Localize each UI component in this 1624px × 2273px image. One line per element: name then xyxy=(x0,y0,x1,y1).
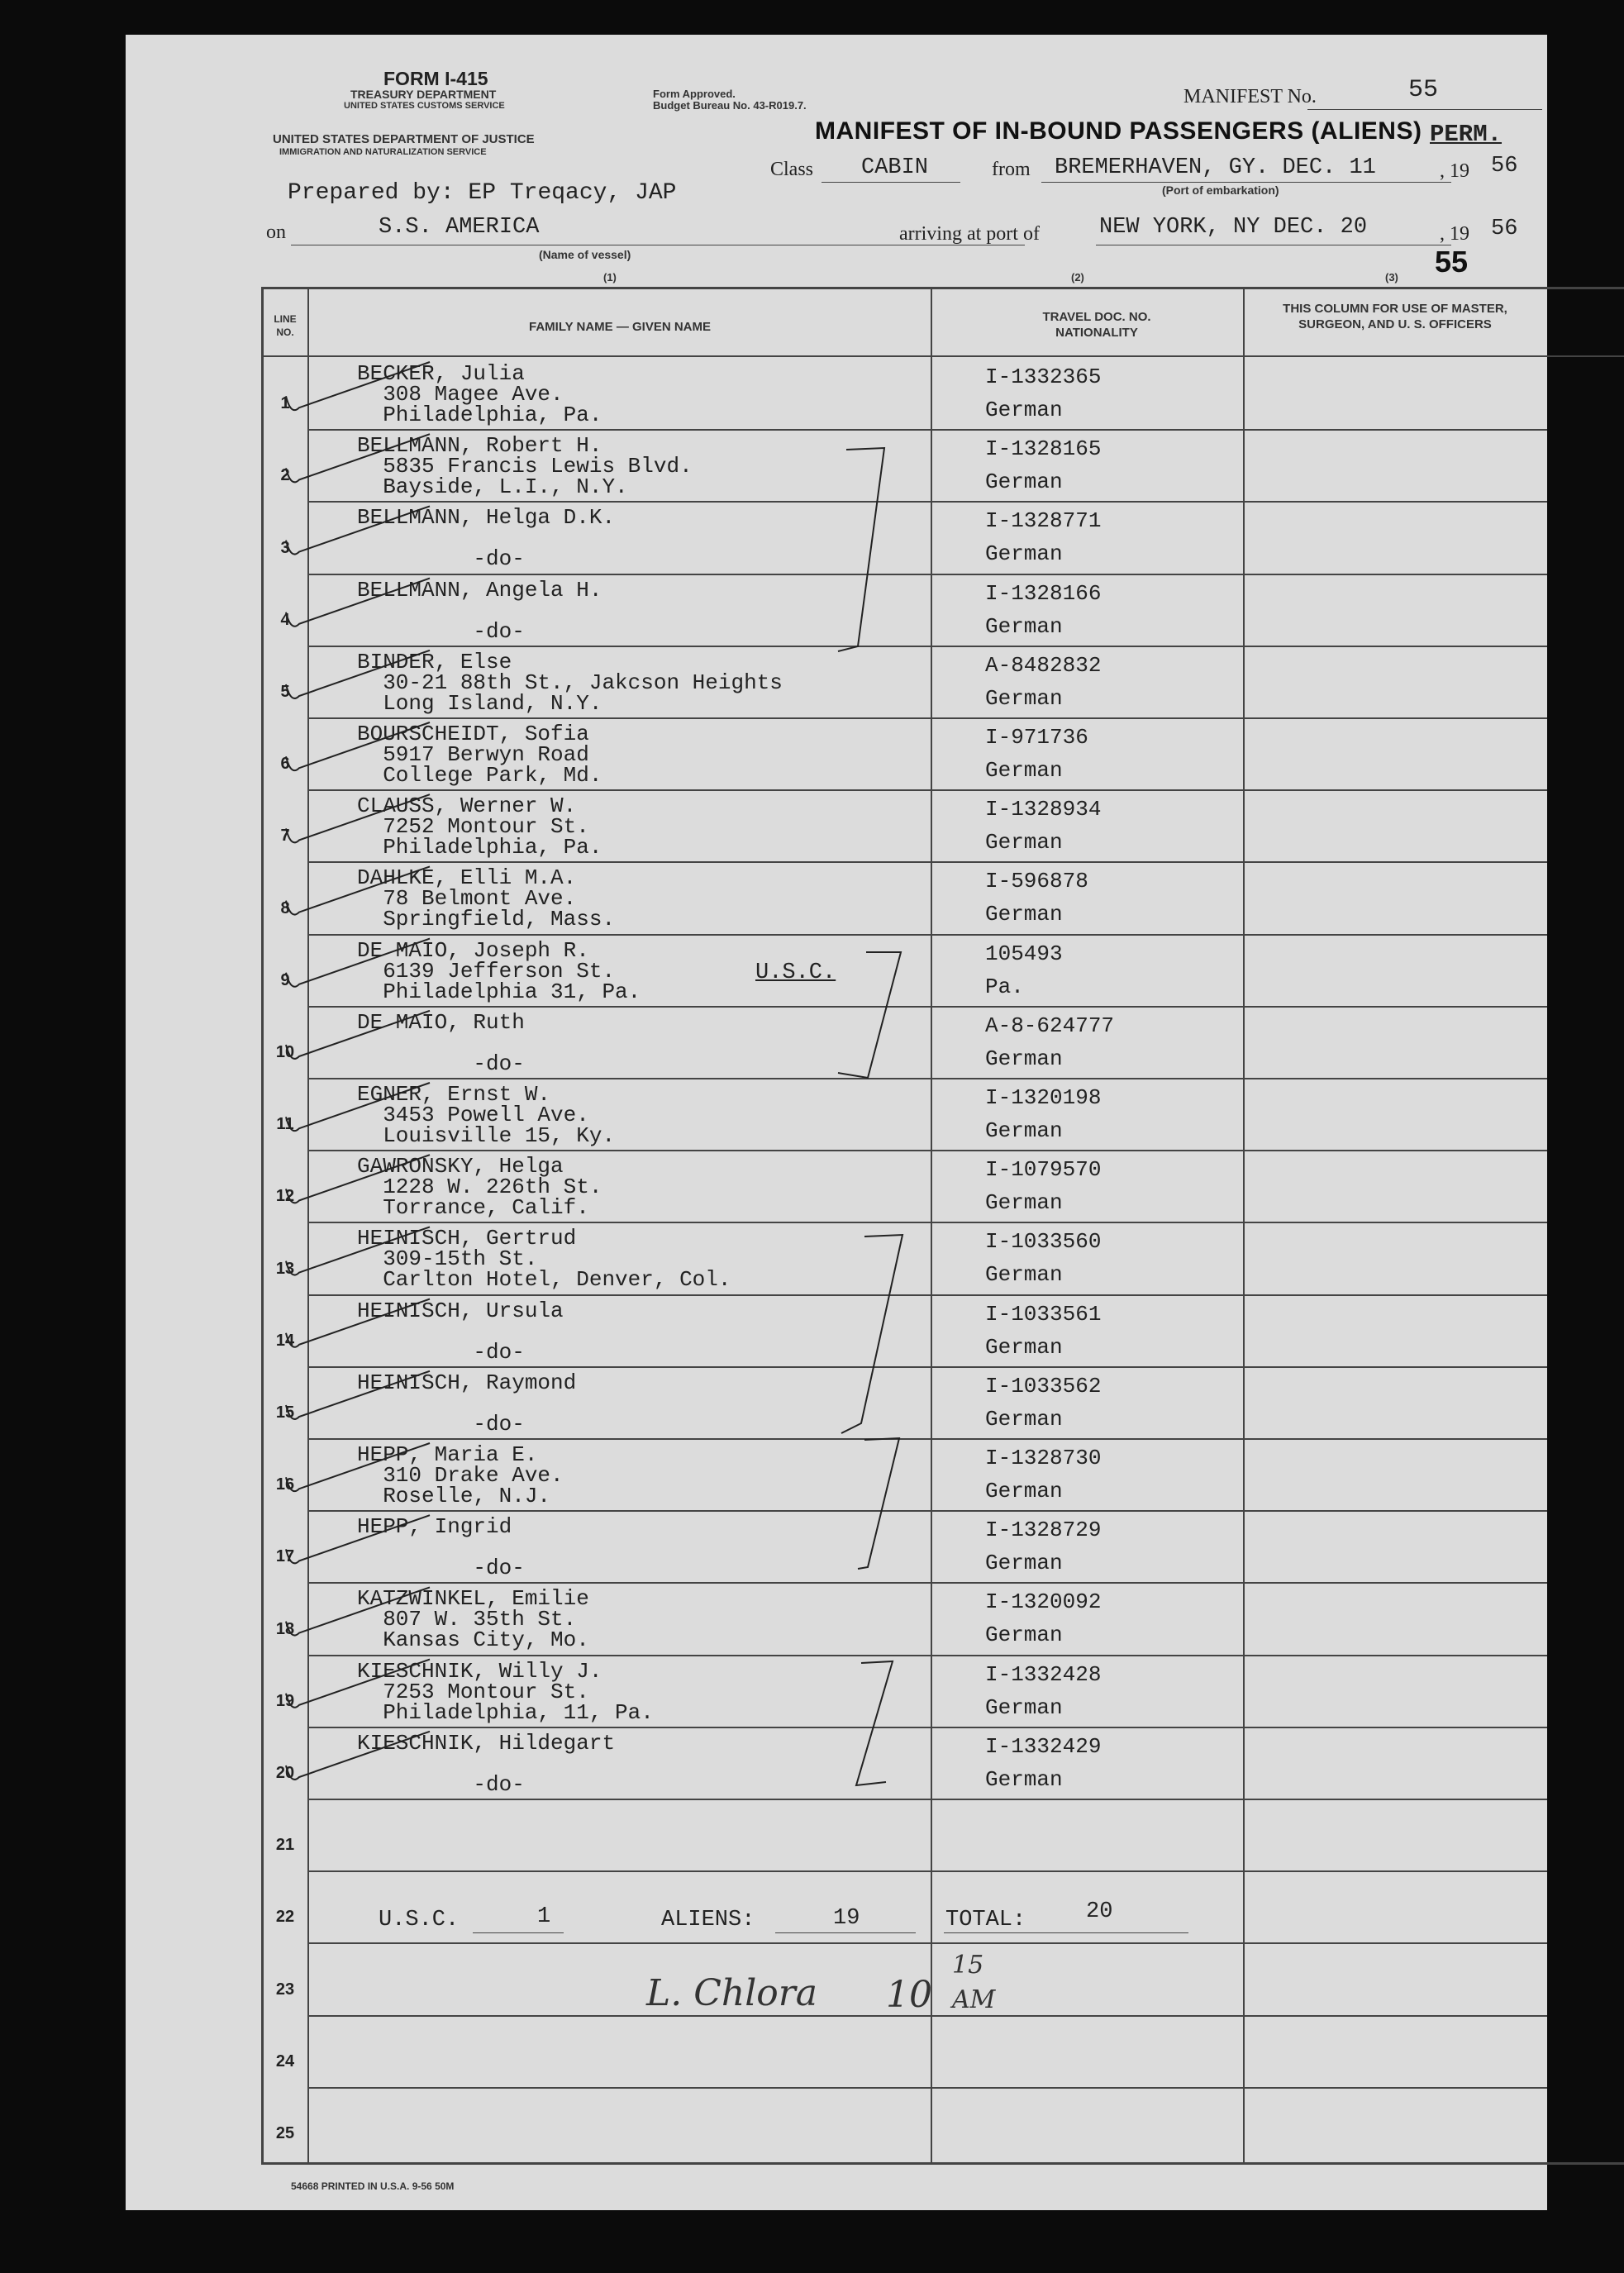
check-mark xyxy=(286,1227,430,1275)
signature-time-min: 15 xyxy=(952,1951,984,1980)
check-mark xyxy=(286,362,430,410)
check-mark xyxy=(286,1587,430,1635)
passenger-name: GAWRONSKY, Helga xyxy=(357,1154,564,1179)
ins-service: IMMIGRATION AND NATURALIZATION SERVICE xyxy=(279,147,487,157)
class-label: Class xyxy=(770,159,814,180)
nationality: German xyxy=(985,1406,1063,1432)
prepared-by: Prepared by: EP Treqacy, JAP xyxy=(288,180,677,206)
totals-usc-label: U.S.C. xyxy=(379,1908,460,1932)
travel-doc-number: I-1079570 xyxy=(985,1157,1102,1183)
class-value: CABIN xyxy=(861,155,929,180)
passenger-name: KIESCHNIK, Willy J. xyxy=(357,1658,602,1684)
perm-label: PERM. xyxy=(1430,121,1503,148)
check-mark xyxy=(286,579,430,627)
passenger-name: CLAUSS, Werner W. xyxy=(357,793,577,819)
travel-doc-number: A-8-624777 xyxy=(985,1013,1115,1038)
handwritten-marks xyxy=(126,35,1547,2210)
manifest-number: 55 xyxy=(1408,76,1439,104)
passenger-name: HEPP, Ingrid xyxy=(357,1514,512,1540)
nationality: German xyxy=(985,830,1063,855)
passenger-address-line: 309-15th St. xyxy=(357,1246,538,1272)
form-number: FORM I-415 xyxy=(383,68,488,89)
travel-doc-number: I-1328730 xyxy=(985,1446,1102,1470)
line-number: 14 xyxy=(275,1331,295,1350)
travel-doc-number: 105493 xyxy=(985,941,1063,966)
on-label: on xyxy=(266,222,286,243)
line-number: 5 xyxy=(280,683,290,701)
travel-doc-number: I-1328166 xyxy=(985,580,1102,606)
passenger-name: BECKER, Julia xyxy=(357,361,525,386)
bracket-mark-4 xyxy=(858,1438,899,1569)
nationality: German xyxy=(985,1334,1063,1360)
check-mark xyxy=(286,650,430,698)
passenger-address-line: -do- xyxy=(357,1556,525,1581)
arriving-value: NEW YORK, NY DEC. 20 xyxy=(1099,215,1368,240)
check-mark xyxy=(286,866,430,914)
check-mark xyxy=(286,1515,430,1563)
travel-doc-number: I-1328729 xyxy=(985,1518,1102,1543)
passenger-name: HEINISCH, Ursula xyxy=(357,1298,564,1323)
nationality: German xyxy=(985,758,1063,783)
passenger-name: DE MAIO, Ruth xyxy=(357,1009,525,1035)
passenger-address-line: -do- xyxy=(357,1051,525,1076)
nationality: German xyxy=(985,1766,1063,1792)
travel-doc-number: I-1320092 xyxy=(985,1589,1102,1615)
passenger-address-line: 1228 W. 226th St. xyxy=(357,1175,602,1200)
passenger-address-line: 6139 Jefferson St. xyxy=(357,958,616,984)
check-mark xyxy=(286,722,430,770)
passenger-address-line: 78 Belmont Ave. xyxy=(357,886,577,912)
col2-number: (2) xyxy=(1071,271,1084,284)
bracket-mark-1 xyxy=(838,448,884,651)
line-number: 1 xyxy=(280,394,290,413)
travel-doc-number: I-1328165 xyxy=(985,436,1102,462)
passenger-address-line: 3453 Powell Ave. xyxy=(357,1103,589,1127)
nationality: German xyxy=(985,1046,1063,1071)
passenger-name: BELLMANN, Robert H. xyxy=(357,433,602,459)
year-prefix-2: , 19 xyxy=(1440,223,1469,245)
vessel-name: S.S. AMERICA xyxy=(379,215,540,240)
col3-number: (3) xyxy=(1385,271,1398,284)
passenger-name: BOURSCHEIDT, Sofia xyxy=(357,722,589,746)
from-value: BREMERHAVEN, GY. DEC. 11 xyxy=(1055,155,1376,180)
line-number: 22 xyxy=(275,1908,295,1927)
line-number: 9 xyxy=(280,970,290,989)
travel-doc-number: A-8482832 xyxy=(985,652,1102,678)
totals-aliens-value: 19 xyxy=(833,1906,860,1931)
line-number: 19 xyxy=(275,1691,295,1710)
travel-doc-number: I-1033561 xyxy=(985,1301,1102,1327)
manifest-sheet xyxy=(126,35,1547,2210)
manifest-title: MANIFEST OF IN-BOUND PASSENGERS (ALIENS) xyxy=(815,117,1422,145)
travel-doc-number: I-1328771 xyxy=(985,508,1102,534)
line-number: 2 xyxy=(280,466,290,485)
passenger-address-line: -do- xyxy=(357,618,525,644)
travel-doc-number: I-596878 xyxy=(985,869,1088,894)
check-mark xyxy=(286,939,430,987)
passenger-address-line: 310 Drake Ave. xyxy=(357,1463,564,1488)
passenger-address-line: Torrance, Calif. xyxy=(357,1195,589,1221)
bracket-mark-2 xyxy=(838,952,901,1078)
footer-print-info: 54668 PRINTED IN U.S.A. 9-56 50M xyxy=(291,2180,455,2192)
line-number: 21 xyxy=(275,1836,295,1855)
travel-doc-number: I-1328934 xyxy=(985,797,1102,822)
passenger-address-line: 5835 Francis Lewis Blvd. xyxy=(357,454,693,479)
passenger-address-line: 807 W. 35th St. xyxy=(357,1607,577,1632)
passenger-name: DE MAIO, Joseph R. xyxy=(357,937,589,963)
nationality: Pa. xyxy=(985,974,1024,999)
signature: L. Chlora xyxy=(646,1972,818,2014)
signature-time-ampm: AM xyxy=(952,1985,996,2014)
check-mark xyxy=(286,1299,430,1347)
line-number: 13 xyxy=(275,1259,295,1278)
passenger-address-line: Bayside, L.I., N.Y. xyxy=(357,474,628,500)
stamped-55: 55 xyxy=(1435,245,1469,279)
travel-doc-number: I-1332365 xyxy=(985,365,1102,389)
passenger-address-line: 7252 Montour St. xyxy=(357,814,589,840)
passenger-name: HEINISCH, Raymond xyxy=(357,1370,577,1395)
manifest-no-label: MANIFEST No. xyxy=(1183,86,1317,107)
check-mark xyxy=(286,1371,430,1419)
passenger-address-line: Philadelphia 31, Pa. xyxy=(357,979,641,1004)
vessel-caption: (Name of vessel) xyxy=(539,248,631,261)
passenger-address-line: 30-21 88th St., Jakcson Heights xyxy=(357,670,783,695)
header-travel-doc: TRAVEL DOC. NO. NATIONALITY xyxy=(1042,310,1151,340)
passenger-address-line: Philadelphia, Pa. xyxy=(357,403,602,427)
totals-total-label: TOTAL: xyxy=(945,1908,1026,1932)
totals-usc-value: 1 xyxy=(537,1904,551,1929)
line-number: 6 xyxy=(280,755,290,774)
nationality: German xyxy=(985,1551,1063,1576)
passenger-address-line: -do- xyxy=(357,1411,525,1437)
nationality: German xyxy=(985,1694,1063,1720)
check-mark xyxy=(286,794,430,842)
nationality: German xyxy=(985,1262,1063,1288)
approval-line-1: Form Approved. xyxy=(653,88,736,100)
passenger-address-line: 7253 Montour St. xyxy=(357,1679,589,1704)
line-number: 16 xyxy=(275,1475,295,1494)
line-number: 8 xyxy=(280,898,290,917)
customs-service: UNITED STATES CUSTOMS SERVICE xyxy=(344,101,505,111)
bracket-mark-5 xyxy=(856,1661,893,1785)
approval-line-2: Budget Bureau No. 43-R019.7. xyxy=(653,99,807,112)
passenger-name: DAHLKE, Elli M.A. xyxy=(357,865,577,891)
year-2: 56 xyxy=(1491,217,1518,241)
line-number: 4 xyxy=(280,610,290,629)
nationality: German xyxy=(985,469,1063,495)
passenger-address-line: 308 Magee Ave. xyxy=(357,382,564,407)
passenger-name: EGNER, Ernst W. xyxy=(357,1082,551,1107)
line-number: 24 xyxy=(275,2051,295,2070)
nationality: German xyxy=(985,1118,1063,1143)
passenger-address-line: Philadelphia, 11, Pa. xyxy=(357,1699,654,1725)
treasury-dept: TREASURY DEPARTMENT xyxy=(350,88,497,101)
travel-doc-number: I-1320198 xyxy=(985,1085,1102,1110)
passenger-name: BELLMANN, Angela H. xyxy=(357,577,602,603)
line-number: 11 xyxy=(276,1115,294,1134)
check-mark xyxy=(286,506,430,554)
passenger-name: HEINISCH, Gertrud xyxy=(357,1226,577,1251)
nationality: German xyxy=(985,1479,1063,1503)
arriving-label: arriving at port of xyxy=(899,223,1040,245)
passenger-address-line: -do- xyxy=(357,1771,525,1797)
passenger-address-line: Louisville 15, Ky. xyxy=(357,1123,616,1148)
line-number: 18 xyxy=(275,1619,295,1638)
bracket-mark-3 xyxy=(841,1235,902,1433)
nationality: German xyxy=(985,1623,1063,1648)
nationality: German xyxy=(985,613,1063,639)
year-prefix-1: , 19 xyxy=(1440,160,1469,182)
check-mark xyxy=(286,1083,430,1131)
justice-dept: UNITED STATES DEPARTMENT OF JUSTICE xyxy=(273,132,535,146)
passenger-name: KIESCHNIK, Hildegart xyxy=(357,1730,616,1756)
year-1: 56 xyxy=(1491,154,1518,179)
line-number: 23 xyxy=(275,1980,295,1999)
line-number: 25 xyxy=(275,2124,295,2142)
usc-mark: U.S.C. xyxy=(755,960,836,985)
totals-aliens-label: ALIENS: xyxy=(661,1908,755,1932)
line-number: 17 xyxy=(275,1547,295,1566)
travel-doc-number: I-1033560 xyxy=(985,1229,1102,1255)
line-number: 3 xyxy=(280,538,290,557)
from-label: from xyxy=(992,159,1031,180)
passenger-address-line: Philadelphia, Pa. xyxy=(357,835,602,860)
passenger-name: HEPP, Maria E. xyxy=(357,1442,538,1467)
travel-doc-number: I-1332428 xyxy=(985,1661,1102,1687)
check-mark xyxy=(286,434,430,482)
passenger-address-line: Roselle, N.J. xyxy=(357,1484,551,1508)
travel-doc-number: I-1332429 xyxy=(985,1733,1102,1759)
header-family-name: FAMILY NAME — GIVEN NAME xyxy=(528,320,712,334)
passenger-address-line: Long Island, N.Y. xyxy=(357,690,602,716)
travel-doc-number: I-971736 xyxy=(985,725,1088,750)
nationality: German xyxy=(985,685,1063,711)
nationality: German xyxy=(985,1190,1063,1216)
check-mark xyxy=(286,1732,430,1780)
passenger-name: BINDER, Else xyxy=(357,649,512,674)
passenger-address-line: -do- xyxy=(357,1339,525,1365)
check-mark xyxy=(286,1155,430,1203)
signature-time-hour: 10 xyxy=(886,1974,932,2016)
passenger-address-line: 5917 Berwyn Road xyxy=(357,742,589,767)
nationality: German xyxy=(985,541,1063,567)
line-number: 7 xyxy=(280,827,290,846)
check-mark xyxy=(286,1011,430,1059)
header-officers-column: THIS COLUMN FOR USE OF MASTER, SURGEON, AND U. S. OFFICERS xyxy=(1283,302,1507,331)
col1-number: (1) xyxy=(603,271,617,284)
nationality: German xyxy=(985,398,1063,422)
line-number: 10 xyxy=(275,1043,295,1061)
check-mark xyxy=(286,1660,430,1708)
passenger-address-line: Carlton Hotel, Denver, Col. xyxy=(357,1267,731,1293)
passenger-address-line: Springfield, Mass. xyxy=(357,907,616,932)
header-line-no: LINE NO. xyxy=(274,313,297,338)
travel-doc-number: I-1033562 xyxy=(985,1373,1102,1399)
passenger-name: KATZWINKEL, Emilie xyxy=(357,1586,589,1612)
line-number: 15 xyxy=(275,1403,295,1422)
port-caption: (Port of embarkation) xyxy=(1162,183,1279,197)
passenger-address-line: Kansas City, Mo. xyxy=(357,1627,589,1653)
passenger-name: BELLMANN, Helga D.K. xyxy=(357,505,616,531)
check-mark xyxy=(286,1443,430,1491)
passenger-address-line: College Park, Md. xyxy=(357,763,602,788)
line-number: 20 xyxy=(275,1764,295,1782)
totals-total-value: 20 xyxy=(1086,1899,1113,1924)
line-number: 12 xyxy=(275,1187,295,1206)
nationality: German xyxy=(985,902,1063,927)
passenger-address-line: -do- xyxy=(357,546,525,572)
